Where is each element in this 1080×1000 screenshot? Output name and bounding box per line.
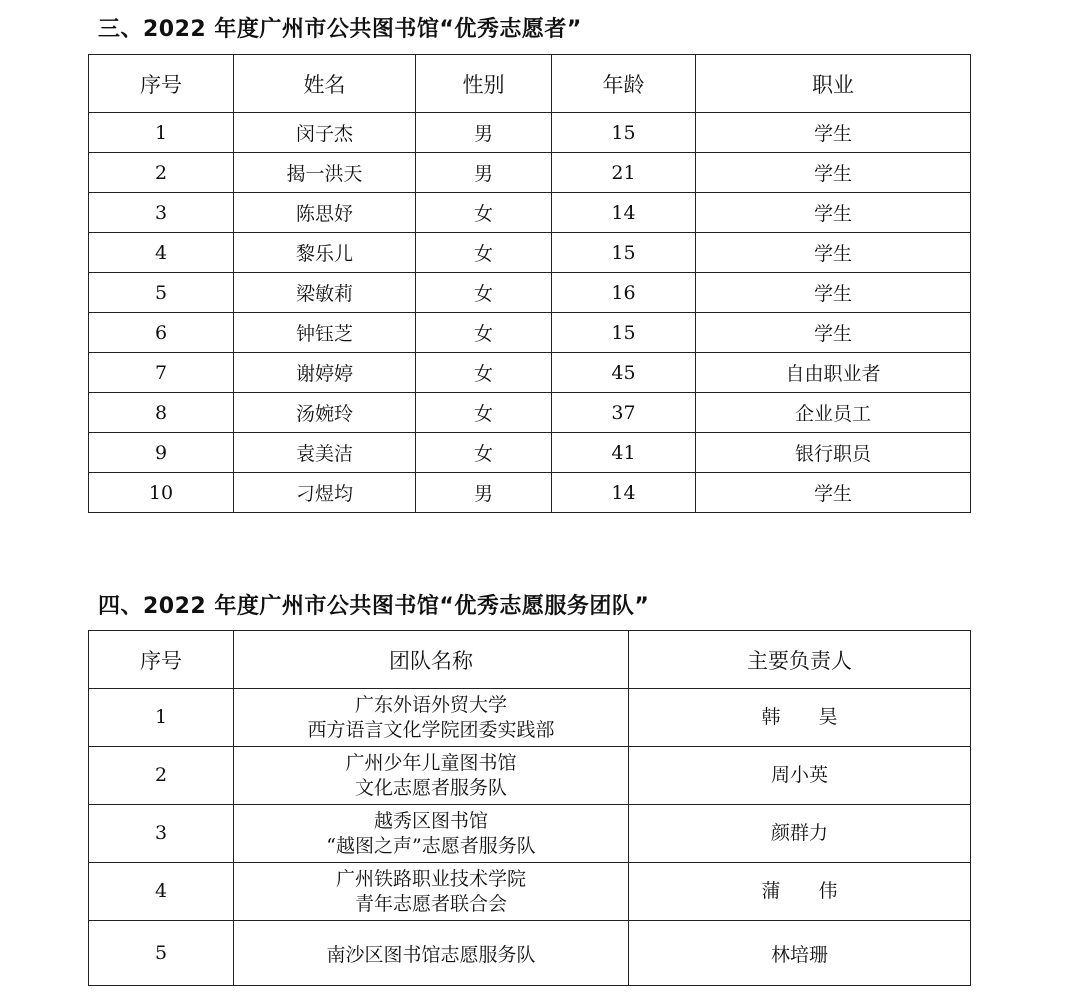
cell-occupation: 学生 bbox=[696, 113, 971, 153]
table-row bbox=[89, 233, 971, 273]
cell-age: 15 bbox=[552, 233, 696, 273]
cell-team-name bbox=[234, 747, 629, 805]
cell-leader: 颜群力 bbox=[629, 805, 971, 863]
cell-no: 3 bbox=[89, 805, 234, 863]
cell-gender: 女 bbox=[416, 193, 552, 233]
team-name-line1: 广州少年儿童图书馆 bbox=[345, 751, 517, 774]
cell-name: 袁美洁 bbox=[234, 433, 416, 473]
team-name-line1: 越秀区图书馆 bbox=[373, 809, 488, 832]
cell-no: 1 bbox=[89, 689, 234, 747]
header-no: 序号 bbox=[89, 631, 234, 689]
cell-no: 8 bbox=[89, 393, 234, 433]
header-team-name: 团队名称 bbox=[234, 631, 629, 689]
cell-occupation: 学生 bbox=[696, 273, 971, 313]
cell-gender: 女 bbox=[416, 433, 552, 473]
cell-gender: 男 bbox=[416, 473, 552, 513]
cell-age: 45 bbox=[552, 353, 696, 393]
team-name-line2: 西方语言文化学院团委实践部 bbox=[307, 718, 555, 741]
cell-no: 6 bbox=[89, 313, 234, 353]
cell-gender: 女 bbox=[416, 233, 552, 273]
cell-name: 闵子杰 bbox=[234, 113, 416, 153]
cell-occupation: 学生 bbox=[696, 193, 971, 233]
header-occupation: 职业 bbox=[696, 55, 971, 113]
cell-age: 15 bbox=[552, 113, 696, 153]
cell-no: 3 bbox=[89, 193, 234, 233]
cell-no: 10 bbox=[89, 473, 234, 513]
header-name: 姓名 bbox=[234, 55, 416, 113]
team-name-line2: 文化志愿者服务队 bbox=[354, 776, 507, 799]
table-row bbox=[89, 313, 971, 353]
cell-name: 揭一洪天 bbox=[234, 153, 416, 193]
table-row bbox=[89, 805, 971, 863]
table-row bbox=[89, 193, 971, 233]
cell-gender: 男 bbox=[416, 113, 552, 153]
cell-name: 刁煜均 bbox=[234, 473, 416, 513]
cell-gender: 女 bbox=[416, 273, 552, 313]
cell-no: 4 bbox=[89, 233, 234, 273]
header-no: 序号 bbox=[89, 55, 234, 113]
cell-occupation: 自由职业者 bbox=[696, 353, 971, 393]
cell-age: 14 bbox=[552, 193, 696, 233]
cell-team-name: 南沙区图书馆志愿服务队 bbox=[234, 921, 629, 986]
header-age: 年龄 bbox=[552, 55, 696, 113]
table-row bbox=[89, 747, 971, 805]
table-row bbox=[89, 353, 971, 393]
table-row bbox=[89, 433, 971, 473]
cell-age: 41 bbox=[552, 433, 696, 473]
cell-no: 7 bbox=[89, 353, 234, 393]
cell-name: 钟钰芝 bbox=[234, 313, 416, 353]
section4-title: 四、2022 年度广州市公共图书馆“优秀志愿服务团队” bbox=[98, 594, 650, 619]
cell-no: 2 bbox=[89, 153, 234, 193]
cell-gender: 女 bbox=[416, 393, 552, 433]
table-row bbox=[89, 273, 971, 313]
cell-age: 37 bbox=[552, 393, 696, 433]
cell-occupation: 银行职员 bbox=[696, 433, 971, 473]
table-row bbox=[89, 153, 971, 193]
cell-no: 4 bbox=[89, 863, 234, 921]
outstanding-volunteers-table bbox=[88, 54, 971, 513]
table-row bbox=[89, 863, 971, 921]
cell-name: 陈思妤 bbox=[234, 193, 416, 233]
header-gender: 性别 bbox=[416, 55, 552, 113]
table-row bbox=[89, 921, 971, 986]
cell-age: 16 bbox=[552, 273, 696, 313]
cell-team-name bbox=[234, 863, 629, 921]
cell-leader: 周小英 bbox=[629, 747, 971, 805]
cell-occupation: 学生 bbox=[696, 473, 971, 513]
cell-gender: 女 bbox=[416, 353, 552, 393]
outstanding-teams-table bbox=[88, 630, 971, 986]
cell-name: 谢婷婷 bbox=[234, 353, 416, 393]
cell-team-name bbox=[234, 805, 629, 863]
team-name-line2: “越图之声”志愿者服务队 bbox=[326, 834, 536, 857]
team-name-line1: 广州铁路职业技术学院 bbox=[335, 867, 526, 890]
cell-leader: 韩 昊 bbox=[629, 689, 971, 747]
cell-no: 5 bbox=[89, 921, 234, 986]
cell-age: 21 bbox=[552, 153, 696, 193]
cell-occupation: 学生 bbox=[696, 153, 971, 193]
cell-no: 1 bbox=[89, 113, 234, 153]
cell-no: 9 bbox=[89, 433, 234, 473]
cell-gender: 男 bbox=[416, 153, 552, 193]
cell-age: 14 bbox=[552, 473, 696, 513]
cell-no: 2 bbox=[89, 747, 234, 805]
cell-age: 15 bbox=[552, 313, 696, 353]
cell-gender: 女 bbox=[416, 313, 552, 353]
cell-team-name bbox=[234, 689, 629, 747]
cell-leader: 蒲 伟 bbox=[629, 863, 971, 921]
cell-leader: 林培珊 bbox=[629, 921, 971, 986]
cell-name: 汤婉玲 bbox=[234, 393, 416, 433]
table-row bbox=[89, 393, 971, 433]
cell-occupation: 企业员工 bbox=[696, 393, 971, 433]
table-row bbox=[89, 113, 971, 153]
cell-no: 5 bbox=[89, 273, 234, 313]
cell-occupation: 学生 bbox=[696, 313, 971, 353]
team-name-line1: 广东外语外贸大学 bbox=[354, 693, 507, 716]
team-name-line2: 青年志愿者联合会 bbox=[354, 892, 507, 915]
cell-occupation: 学生 bbox=[696, 233, 971, 273]
cell-name: 黎乐儿 bbox=[234, 233, 416, 273]
table-row bbox=[89, 473, 971, 513]
cell-name: 梁敏莉 bbox=[234, 273, 416, 313]
table-header-row bbox=[89, 55, 971, 113]
section3-title: 三、2022 年度广州市公共图书馆“优秀志愿者” bbox=[98, 17, 582, 42]
table-row bbox=[89, 689, 971, 747]
header-leader: 主要负责人 bbox=[629, 631, 971, 689]
table-header-row bbox=[89, 631, 971, 689]
